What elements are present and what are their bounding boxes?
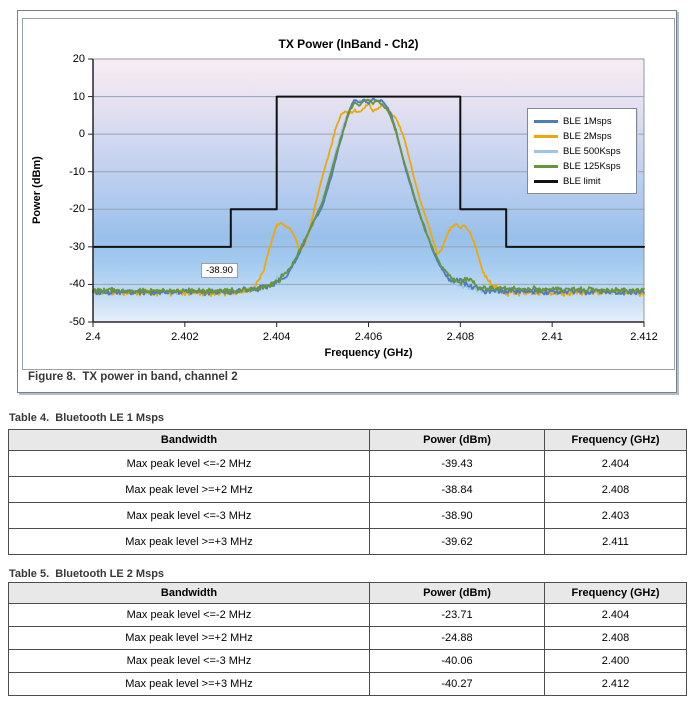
- table-cell: -39.62: [370, 529, 545, 555]
- table-cell: -40.27: [370, 673, 545, 696]
- table-cell: -38.84: [370, 477, 545, 503]
- chart: [22, 18, 675, 370]
- plot-area: [23, 19, 674, 369]
- table-cell: Max peak level >=+2 MHz: [9, 477, 370, 503]
- y-tick-label: -40: [69, 278, 85, 291]
- table-header-cell: Power (dBm): [370, 583, 545, 604]
- legend-item: [534, 114, 630, 129]
- table-cell: Max peak level >=+2 MHz: [9, 627, 370, 650]
- x-tick-label: 2.406: [354, 331, 383, 343]
- y-axis-label: Power (dBm): [31, 156, 43, 225]
- legend-label: BLE limit: [563, 176, 601, 187]
- legend-line-swatch: [534, 165, 558, 168]
- table-cell: 2.411: [545, 529, 687, 555]
- legend-line-swatch: [534, 120, 558, 123]
- legend-line-swatch: [534, 150, 558, 153]
- data-table: [8, 429, 687, 555]
- x-axis-label: Frequency (GHz): [324, 347, 413, 359]
- legend-line-swatch: [534, 135, 558, 138]
- figure-caption: Figure 8. TX power in band, channel 2: [28, 371, 238, 383]
- table-header-cell: Bandwidth: [9, 583, 370, 604]
- table-cell: Max peak level >=+3 MHz: [9, 673, 370, 696]
- table-row: [9, 650, 687, 673]
- figure-frame: [17, 10, 677, 393]
- table-cell: 2.400: [545, 650, 687, 673]
- table-cell: 2.404: [545, 451, 687, 477]
- table-cell: 2.412: [545, 673, 687, 696]
- table-row: [9, 627, 687, 650]
- x-tick-label: 2.41: [541, 331, 563, 343]
- table-header-row: [9, 430, 687, 451]
- table-cell: Max peak level <=-2 MHz: [9, 604, 370, 627]
- legend-label: BLE 2Msps: [563, 131, 612, 142]
- table-row: [9, 604, 687, 627]
- x-tick-label: 2.412: [630, 331, 658, 343]
- table-cell: Max peak level >=+3 MHz: [9, 529, 370, 555]
- x-tick-label: 2.408: [446, 331, 475, 343]
- table-header-cell: Frequency (GHz): [545, 430, 687, 451]
- table-row: [9, 503, 687, 529]
- annotation-callout: -38.90: [201, 263, 238, 278]
- y-tick-label: -10: [69, 165, 85, 178]
- x-tick-label: 2.402: [171, 331, 199, 343]
- table-header-cell: Bandwidth: [9, 430, 370, 451]
- table-row: [9, 529, 687, 555]
- x-tick-label: 2.4: [85, 331, 101, 343]
- table-row: [9, 451, 687, 477]
- table-caption: Table 4. Bluetooth LE 1 Msps: [9, 412, 165, 424]
- table-cell: Max peak level <=-2 MHz: [9, 451, 370, 477]
- table-row: [9, 477, 687, 503]
- table-cell: -23.71: [370, 604, 545, 627]
- table-cell: -38.90: [370, 503, 545, 529]
- legend-item: [534, 144, 630, 159]
- y-tick-label: 10: [72, 90, 85, 103]
- x-tick-label: 2.404: [262, 331, 291, 343]
- table-header-cell: Frequency (GHz): [545, 583, 687, 604]
- table-row: [9, 673, 687, 696]
- legend-item: [534, 174, 630, 189]
- data-table: [8, 582, 687, 696]
- y-tick-label: -50: [69, 316, 85, 328]
- chart-title: TX Power (InBand - Ch2): [278, 37, 419, 51]
- table-cell: Max peak level <=-3 MHz: [9, 650, 370, 673]
- legend-label: BLE 125Ksps: [563, 161, 621, 172]
- y-tick-label: 0: [78, 128, 85, 141]
- legend-line-swatch: [534, 180, 558, 183]
- table-cell: 2.408: [545, 627, 687, 650]
- legend-label: BLE 500Ksps: [563, 146, 621, 157]
- table-cell: -40.06: [370, 650, 545, 673]
- table-cell: 2.408: [545, 477, 687, 503]
- y-tick-label: -30: [69, 240, 85, 253]
- y-tick-label: -20: [69, 203, 85, 216]
- legend-label: BLE 1Msps: [563, 116, 612, 127]
- table-caption: Table 5. Bluetooth LE 2 Msps: [9, 568, 165, 580]
- table-cell: -24.88: [370, 627, 545, 650]
- legend: [527, 108, 637, 194]
- y-tick-label: 20: [72, 53, 85, 65]
- table-header-row: [9, 583, 687, 604]
- legend-item: [534, 159, 630, 174]
- table-cell: Max peak level <=-3 MHz: [9, 503, 370, 529]
- table-cell: 2.403: [545, 503, 687, 529]
- table-cell: 2.404: [545, 604, 687, 627]
- table-cell: -39.43: [370, 451, 545, 477]
- legend-item: [534, 129, 630, 144]
- table-header-cell: Power (dBm): [370, 430, 545, 451]
